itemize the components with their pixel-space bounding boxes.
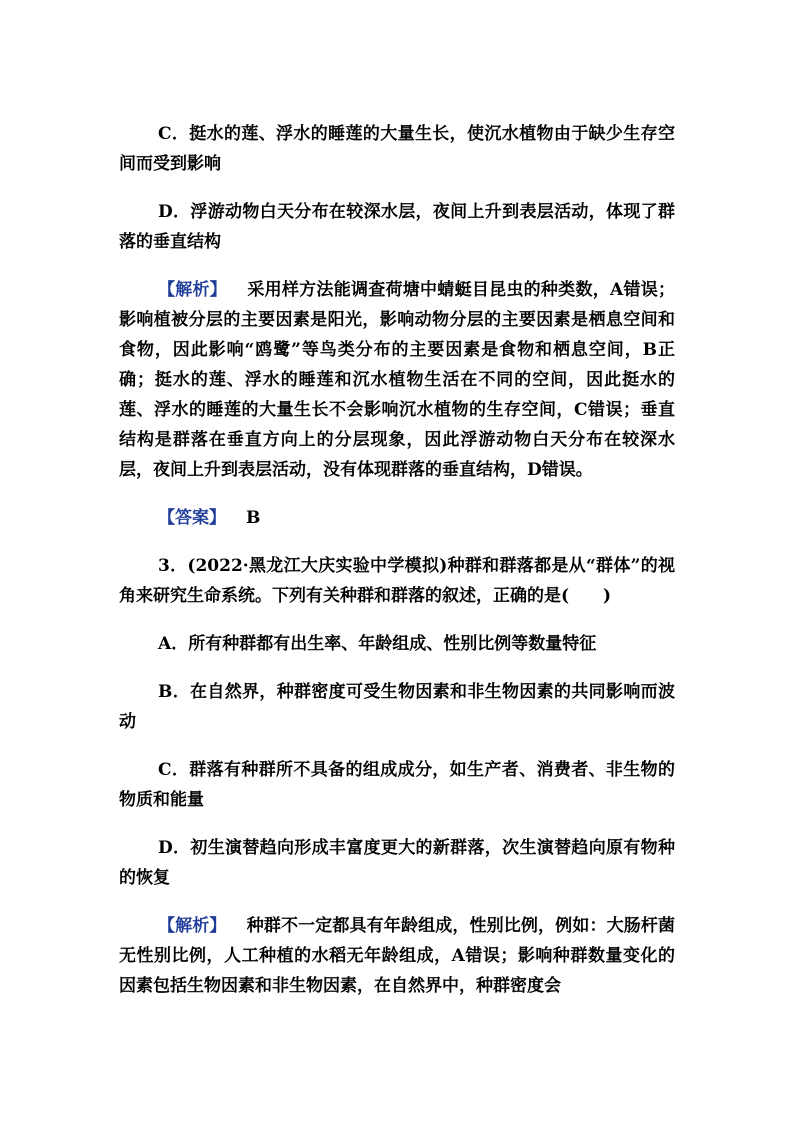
analysis-text: 采用样方法能调查荷塘中蜻蜓目昆虫的种类数，A错误；影响植被分层的主要因素是阳光，影响动物分层的主要因素是栖息空间和食物，因此影响“鸥鹭”等鸟类分布的主要因素是食物和栖息空间，B正确；挺水的莲、浮水的睡莲和沉水植物生活在不同的空间，因此挺水的莲、浮水的睡莲的大量生长不会影响沉水植物的生存空间，C错误；垂直结构是群落在垂直方向上的分层现象，因此浮游动物白天分布在较深水层，夜间上升到表层活动，没有体现群落的垂直结构，D错误。 xyxy=(119,280,675,480)
q3-option-c: C．群落有种群所不具备的组成成分，如生产者、消费者、非生物的物质和能量 xyxy=(119,760,675,810)
analysis-tag: 【解析】 xyxy=(158,916,227,936)
q2-option-d: D．浮游动物白天分布在较深水层，夜间上升到表层活动，体现了群落的垂直结构 xyxy=(119,202,675,252)
q2-answer xyxy=(119,503,675,533)
q2-option-c: C．挺水的莲、浮水的睡莲的大量生长，使沉水植物由于缺少生存空间而受到影响 xyxy=(119,124,675,174)
q3-option-b: B．在自然界，种群密度可受生物因素和非生物因素的共同影响而波动 xyxy=(119,682,675,732)
answer-tag: 【答案】 xyxy=(158,508,226,528)
answer-value: B xyxy=(246,508,261,528)
q2-analysis xyxy=(119,275,675,485)
analysis-tag: 【解析】 xyxy=(158,280,228,300)
q3-stem: 3．(2022·黑龙江大庆实验中学模拟)种群和群落都是从“群体”的视角来研究生命系统。下列有关种群和群落的叙述，正确的是( ) xyxy=(119,556,675,606)
analysis-text: 种群不一定都具有年龄组成，性别比例，例如：大肠杆菌无性别比例，人工种植的水稻无年龄组成，A错误；影响种群数量变化的因素包括生物因素和非生物因素，在自然界中，种群密度会 xyxy=(119,916,676,996)
q3-option-d: D．初生演替趋向形成丰富度更大的新群落，次生演替趋向原有物种的恢复 xyxy=(119,838,675,888)
q3-analysis xyxy=(119,911,675,1001)
document-page xyxy=(119,119,675,1019)
q3-option-a: A．所有种群都有出生率、年龄组成、性别比例等数量特征 xyxy=(158,634,597,654)
